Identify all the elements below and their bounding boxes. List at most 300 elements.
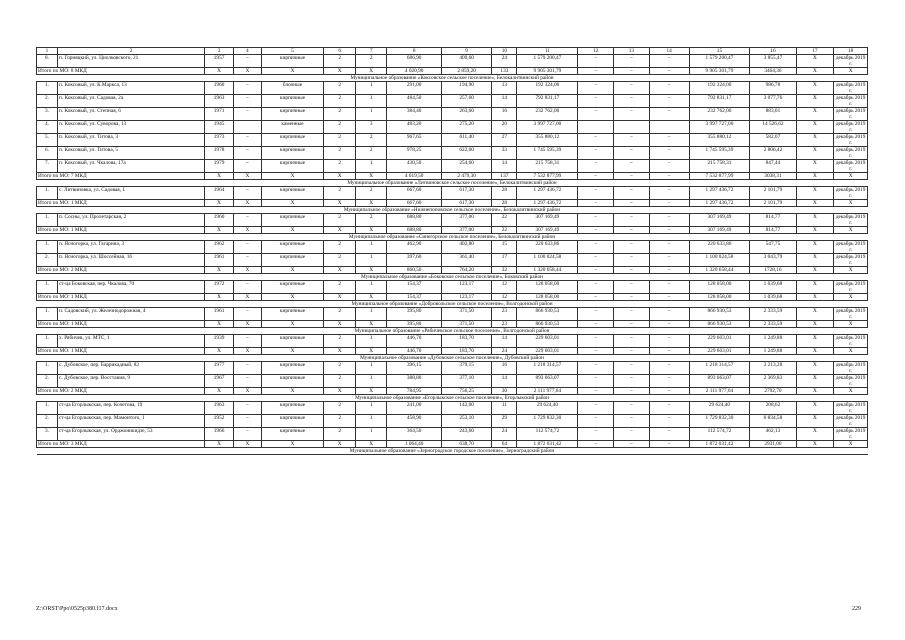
building-cell: 2 [324, 187, 355, 200]
building-row [37, 160, 868, 173]
subtotal-cell: X [355, 441, 386, 448]
building-cell: – [234, 362, 261, 375]
building-cell: 22 [492, 214, 517, 227]
subtotal-cell: X [204, 321, 233, 328]
building-cell: – [649, 415, 689, 428]
subtotal-cell: X [204, 294, 233, 301]
subtotal-cell: 371,50 [441, 321, 491, 328]
building-cell: 14 [492, 375, 517, 388]
building-cell: декабрь 2019 г. [834, 254, 868, 267]
municipality-title: Муниципальное образование «Зерноградское городское поселение», Зерноградский район [37, 448, 868, 455]
building-cell: – [578, 281, 614, 294]
subtotal-cell: 7 532 877,99 [517, 173, 578, 180]
building-cell: 377,00 [441, 214, 491, 227]
building-cell: кирпичные [261, 214, 324, 227]
building-cell: 1 218 314,57 [689, 362, 750, 375]
building-cell: кирпичные [261, 308, 324, 321]
subtotal-cell: 229 603,01 [689, 348, 750, 355]
building-cell: X [796, 335, 834, 348]
building-cell: кирпичные [261, 95, 324, 108]
building-cell: 893 663,07 [517, 375, 578, 388]
building-cell: X [796, 402, 834, 415]
building-cell: 1 [355, 428, 386, 441]
subtotal-cell: 638,70 [441, 441, 491, 448]
subtotal-cell: X [355, 321, 386, 328]
building-cell: 446,70 [387, 335, 442, 348]
subtotal-cell: 4 019,50 [387, 173, 442, 180]
subtotal-cell: Итого по МО: 1 МКД [37, 321, 205, 328]
subtotal-cell: X [261, 227, 324, 234]
building-cell: – [649, 362, 689, 375]
building-cell: 2 [324, 108, 355, 121]
building-cell: – [649, 147, 689, 160]
building-cell: 16 [492, 108, 517, 121]
subtotal-cell: X [324, 267, 355, 274]
subtotal-cell: – [614, 294, 650, 301]
subtotal-cell: X [324, 68, 355, 75]
subtotal-cell: – [649, 294, 689, 301]
housing-repair-table [36, 47, 868, 455]
building-cell: 2 333,59 [750, 308, 796, 321]
subtotal-cell: – [578, 68, 614, 75]
building-row [37, 147, 868, 160]
building-cell [614, 121, 650, 134]
subtotal-cell: X [834, 388, 868, 395]
building-cell: X [796, 428, 834, 441]
subtotal-cell: – [578, 267, 614, 274]
building-cell: 986,78 [750, 82, 796, 95]
subtotal-cell: X [204, 441, 233, 448]
building-cell: кирпичные [261, 147, 324, 160]
subtotal-cell: X [796, 441, 834, 448]
municipality-title: Муниципальное образование «Боковское сельское поселение», Боковский район [37, 274, 868, 281]
building-cell: 291,00 [387, 82, 442, 95]
building-cell: 24 [492, 428, 517, 441]
subtotal-cell: 1 249,88 [750, 348, 796, 355]
building-cell: 123,17 [441, 281, 491, 294]
subtotal-cell: 1 872 031,42 [689, 441, 750, 448]
column-number-cell: 11 [517, 48, 578, 55]
municipality-title: Муниципальное образование «Рябичевское сельское поселение», Волгодонской район [37, 328, 868, 335]
building-cell: 371,50 [441, 308, 491, 321]
building-cell: 194,90 [441, 82, 491, 95]
municipality-section-row [37, 180, 868, 187]
building-cell: 2 [324, 121, 355, 134]
building-cell: X [796, 254, 834, 267]
building-cell: 1966 [204, 428, 233, 441]
subtotal-cell: 30 [492, 388, 517, 395]
building-row [37, 55, 868, 68]
subtotal-cell: – [649, 267, 689, 274]
subtotal-row [37, 348, 868, 355]
building-cell: декабрь 2019 г. [834, 362, 868, 375]
building-cell: 430,50 [387, 160, 442, 173]
subtotal-cell: X [234, 294, 261, 301]
subtotal-cell: 12 [492, 294, 517, 301]
building-cell: 2 [324, 95, 355, 108]
subtotal-cell: X [204, 68, 233, 75]
subtotal-cell: X [796, 321, 834, 328]
column-number-cell: 4 [234, 48, 261, 55]
subtotal-row [37, 441, 868, 448]
building-cell: – [649, 82, 689, 95]
building-cell: 1962 [204, 241, 233, 254]
building-cell: 253,10 [441, 415, 491, 428]
column-number-cell: 13 [614, 48, 650, 55]
subtotal-cell: 137 [492, 173, 517, 180]
municipality-section-row [37, 328, 868, 335]
building-cell: 1 579 200,47 [517, 55, 578, 68]
building-cell: 1961 [204, 308, 233, 321]
building-cell: – [234, 147, 261, 160]
subtotal-cell: – [614, 173, 650, 180]
building-cell: – [649, 308, 689, 321]
subtotal-cell: 24 [492, 348, 517, 355]
building-row [37, 375, 868, 388]
subtotal-cell: X [355, 68, 386, 75]
building-cell: – [234, 335, 261, 348]
subtotal-row [37, 227, 868, 234]
building-cell: 617,30 [441, 187, 491, 200]
building-cell: 229 603,01 [689, 335, 750, 348]
subtotal-cell: 395,80 [387, 321, 442, 328]
building-cell: кирпичные [261, 108, 324, 121]
building-cell: 128 058,00 [517, 281, 578, 294]
building-cell: декабрь 2019 г. [834, 214, 868, 227]
subtotal-row [37, 294, 868, 301]
subtotal-cell: 1 064,40 [387, 441, 442, 448]
building-cell: ст-ца Егорлыкская, пер. Мамонтого, 1 [57, 415, 204, 428]
subtotal-cell: X [261, 200, 324, 207]
building-cell: 154,37 [387, 281, 442, 294]
building-cell: декабрь 2019 г. [834, 402, 868, 415]
subtotal-cell: 3038,31 [750, 173, 796, 180]
subtotal-cell: – [614, 441, 650, 448]
subtotal-cell: X [234, 173, 261, 180]
building-cell: 2 [324, 415, 355, 428]
building-cell: 1. [37, 214, 58, 227]
building-cell: 1960 [204, 214, 233, 227]
building-cell: 1 100 024,58 [689, 254, 750, 267]
subtotal-cell: X [355, 200, 386, 207]
municipality-section-row [37, 395, 868, 402]
building-cell: декабрь 2019 г. [834, 55, 868, 68]
building-row [37, 281, 868, 294]
building-cell: кирпичные [261, 281, 324, 294]
building-cell: 1 [355, 415, 386, 428]
column-number-cell: 5 [261, 48, 324, 55]
building-cell: декабрь 2019 г. [834, 108, 868, 121]
building-cell: – [578, 402, 614, 415]
subtotal-cell: X [796, 173, 834, 180]
building-cell: – [614, 214, 650, 227]
subtotal-cell: X [204, 348, 233, 355]
subtotal-cell: – [614, 267, 650, 274]
subtotal-cell: 23 [492, 321, 517, 328]
building-cell: – [234, 55, 261, 68]
building-cell: 622,00 [441, 147, 491, 160]
building-cell: – [614, 428, 650, 441]
building-cell: 1 [355, 281, 386, 294]
register-sheet [36, 47, 868, 455]
building-cell: п. Коксовый, ул. Титова, 3 [57, 134, 204, 147]
subtotal-cell: X [355, 388, 386, 395]
subtotal-cell: 3464,36 [750, 68, 796, 75]
building-cell: 15 [492, 241, 517, 254]
subtotal-cell: X [834, 321, 868, 328]
building-cell: – [614, 147, 650, 160]
subtotal-cell: X [234, 68, 261, 75]
subtotal-cell: X [324, 388, 355, 395]
building-cell: 458,90 [387, 415, 442, 428]
building-cell: 1961 [204, 254, 233, 267]
building-cell: декабрь 2019 г. [834, 134, 868, 147]
building-cell: – [614, 108, 650, 121]
subtotal-cell: X [796, 267, 834, 274]
building-cell: 484,50 [387, 95, 442, 108]
subtotal-cell: 1728,16 [750, 267, 796, 274]
building-cell: – [234, 254, 261, 267]
subtotal-cell: X [834, 68, 868, 75]
building-cell: 361,40 [441, 254, 491, 267]
building-cell: 1967 [204, 375, 233, 388]
subtotal-cell: X [261, 294, 324, 301]
building-cell: 1. [37, 402, 58, 415]
building-cell: 17 [492, 254, 517, 267]
subtotal-cell: 866 930,53 [689, 321, 750, 328]
subtotal-cell: 2 101,79 [750, 200, 796, 207]
building-cell: – [614, 415, 650, 428]
building-cell: 3. [37, 428, 58, 441]
building-cell: 1 [355, 160, 386, 173]
subtotal-cell: 307 169,49 [689, 227, 750, 234]
building-cell: 24 [492, 55, 517, 68]
municipality-title: Муниципальное образование «Коксовское сельское поселение», Белокалитвинский район [37, 75, 868, 82]
building-cell: ст-ца Боковская, пер. Чкалова, 70 [57, 281, 204, 294]
building-cell: 883,01 [750, 108, 796, 121]
building-cell [234, 121, 261, 134]
building-cell: 1 745 595,39 [517, 147, 578, 160]
building-cell: – [234, 415, 261, 428]
building-cell: 1. [37, 308, 58, 321]
subtotal-row [37, 68, 868, 75]
building-cell: 2 [324, 55, 355, 68]
building-row [37, 214, 868, 227]
building-cell: – [614, 281, 650, 294]
building-cell: декабрь 2019 г. [834, 375, 868, 388]
subtotal-cell: X [204, 200, 233, 207]
building-cell: 1952 [204, 415, 233, 428]
building-cell: 229 603,01 [517, 335, 578, 348]
document-path: Z:\ORST\Ppo\0525p380.f17.docx [36, 606, 118, 612]
building-cell: с. Дубовское, пер. Баррикадный, 82 [57, 362, 204, 375]
building-cell: 1 [355, 362, 386, 375]
subtotal-cell: 1 297 436,72 [517, 200, 578, 207]
building-cell: – [234, 160, 261, 173]
building-cell: 1 039,68 [750, 281, 796, 294]
building-cell: 307 169,49 [689, 214, 750, 227]
subtotal-cell: 22 [492, 227, 517, 234]
building-cell: 232 762,00 [689, 108, 750, 121]
building-cell: 2 [324, 254, 355, 267]
building-cell: 2. [37, 254, 58, 267]
building-cell: – [614, 308, 650, 321]
building-cell: х. Рябичев, ул. МТС, 1 [57, 335, 204, 348]
column-number-cell: 15 [689, 48, 750, 55]
subtotal-cell: X [234, 441, 261, 448]
building-cell: – [649, 428, 689, 441]
building-cell: 547,75 [750, 241, 796, 254]
building-cell: 2. [37, 95, 58, 108]
subtotal-cell: 756,25 [441, 388, 491, 395]
building-cell: блочные [261, 82, 324, 95]
building-cell: 1 729 832,30 [689, 415, 750, 428]
building-cell: 2 369,83 [750, 375, 796, 388]
building-cell: кирпичные [261, 428, 324, 441]
subtotal-cell: X [234, 348, 261, 355]
subtotal-cell: – [649, 200, 689, 207]
building-cell: 112 574,72 [517, 428, 578, 441]
building-cell: 12 [492, 281, 517, 294]
subtotal-cell: X [355, 267, 386, 274]
subtotal-cell: Итого по МО: 1 МКД [37, 294, 205, 301]
building-cell: с. Дубовское, пер. Восстания, 9 [57, 375, 204, 388]
building-cell: – [649, 187, 689, 200]
building-cell: п. Сосны, ул. Пролетарская, 2 [57, 214, 204, 227]
subtotal-cell: Итого по МО: 3 МКД [37, 441, 205, 448]
subtotal-cell: – [649, 173, 689, 180]
building-cell: – [614, 95, 650, 108]
building-cell: – [578, 375, 614, 388]
subtotal-cell: X [324, 227, 355, 234]
building-row [37, 415, 868, 428]
building-cell: 792 831,17 [689, 95, 750, 108]
building-row [37, 82, 868, 95]
building-cell: 1963 [204, 402, 233, 415]
subtotal-cell: – [578, 441, 614, 448]
building-row [37, 241, 868, 254]
subtotal-cell: 1 039,68 [750, 294, 796, 301]
subtotal-cell: 2931,00 [750, 441, 796, 448]
building-cell: 2 [324, 428, 355, 441]
building-cell: 1977 [204, 362, 233, 375]
building-cell: 395,80 [387, 308, 442, 321]
building-cell: 462,90 [387, 241, 442, 254]
building-cell: – [614, 134, 650, 147]
building-cell: 1978 [204, 147, 233, 160]
building-cell: 257,60 [441, 95, 491, 108]
building-cell: – [649, 160, 689, 173]
subtotal-cell: – [614, 200, 650, 207]
building-cell: 1 297 436,72 [517, 187, 578, 200]
subtotal-cell: 64 [492, 441, 517, 448]
subtotal-row [37, 200, 868, 207]
subtotal-cell: X [796, 68, 834, 75]
building-cell: – [578, 214, 614, 227]
building-cell: 2 [324, 308, 355, 321]
building-cell: 192 324,00 [689, 82, 750, 95]
subtotal-cell: X [834, 294, 868, 301]
building-cell: кирпичные [261, 160, 324, 173]
building-cell: 3 077,76 [750, 95, 796, 108]
building-row [37, 362, 868, 375]
building-cell: X [796, 121, 834, 134]
building-cell: 582,07 [750, 134, 796, 147]
municipality-section-row [37, 234, 868, 241]
subtotal-cell: 154,37 [387, 294, 442, 301]
building-cell: п. Коксовый, ул. Титова, 5 [57, 147, 204, 160]
building-cell: – [649, 375, 689, 388]
building-cell: 396,15 [387, 362, 442, 375]
subtotal-cell: X [834, 227, 868, 234]
building-cell: 1. [37, 335, 58, 348]
building-cell: X [796, 308, 834, 321]
building-cell: X [796, 187, 834, 200]
building-cell: – [649, 281, 689, 294]
subtotal-cell: 814,77 [750, 227, 796, 234]
subtotal-cell: X [204, 227, 233, 234]
building-cell: – [234, 375, 261, 388]
building-cell: – [649, 95, 689, 108]
building-cell: кирпичные [261, 187, 324, 200]
subtotal-cell: Итого по МО: 7 МКД [37, 173, 205, 180]
building-cell: 241,00 [387, 402, 442, 415]
building-cell: 3 997 727,00 [689, 121, 750, 134]
subtotal-cell: 446,70 [387, 348, 442, 355]
municipality-title: Муниципальное образование «Добровольское сельское поселение», Волгодонской район [37, 301, 868, 308]
building-cell: X [796, 82, 834, 95]
building-cell: 215 758,31 [689, 160, 750, 173]
building-cell: ст-ца Егорлыкская, пер. Кочетова, 19 [57, 402, 204, 415]
subtotal-cell: X [261, 267, 324, 274]
building-cell: 2 [355, 214, 386, 227]
building-row [37, 95, 868, 108]
building-cell: X [796, 281, 834, 294]
building-cell: декабрь 2019 г. [834, 121, 868, 134]
subtotal-cell: – [578, 227, 614, 234]
building-cell: X [796, 160, 834, 173]
subtotal-cell: X [261, 173, 324, 180]
building-cell: – [234, 187, 261, 200]
building-cell: п. Коксовый, ул. Суворова, 13 [57, 121, 204, 134]
building-cell: 2 [355, 147, 386, 160]
building-cell: – [234, 308, 261, 321]
building-cell: 686,90 [387, 55, 442, 68]
subtotal-cell: 667,60 [387, 200, 442, 207]
building-cell: 1963 [204, 95, 233, 108]
subtotal-cell: – [649, 227, 689, 234]
building-cell: – [614, 335, 650, 348]
subtotal-cell: 1 320 658,44 [689, 267, 750, 274]
subtotal-cell: Итого по МО: 2 МКД [37, 388, 205, 395]
building-cell: кирпичные [261, 375, 324, 388]
building-cell: 243,60 [441, 428, 491, 441]
subtotal-cell: X [834, 441, 868, 448]
subtotal-cell: X [796, 348, 834, 355]
subtotal-cell: – [578, 173, 614, 180]
building-cell: 20 [492, 121, 517, 134]
subtotal-cell: X [234, 267, 261, 274]
building-cell: X [796, 134, 834, 147]
subtotal-cell: X [796, 227, 834, 234]
building-cell: декабрь 2019 г. [834, 308, 868, 321]
building-cell: 5. [37, 134, 58, 147]
subtotal-cell: X [261, 321, 324, 328]
building-cell: 29 624,40 [689, 402, 750, 415]
building-cell: 1 [355, 402, 386, 415]
building-row [37, 254, 868, 267]
subtotal-cell: – [578, 321, 614, 328]
